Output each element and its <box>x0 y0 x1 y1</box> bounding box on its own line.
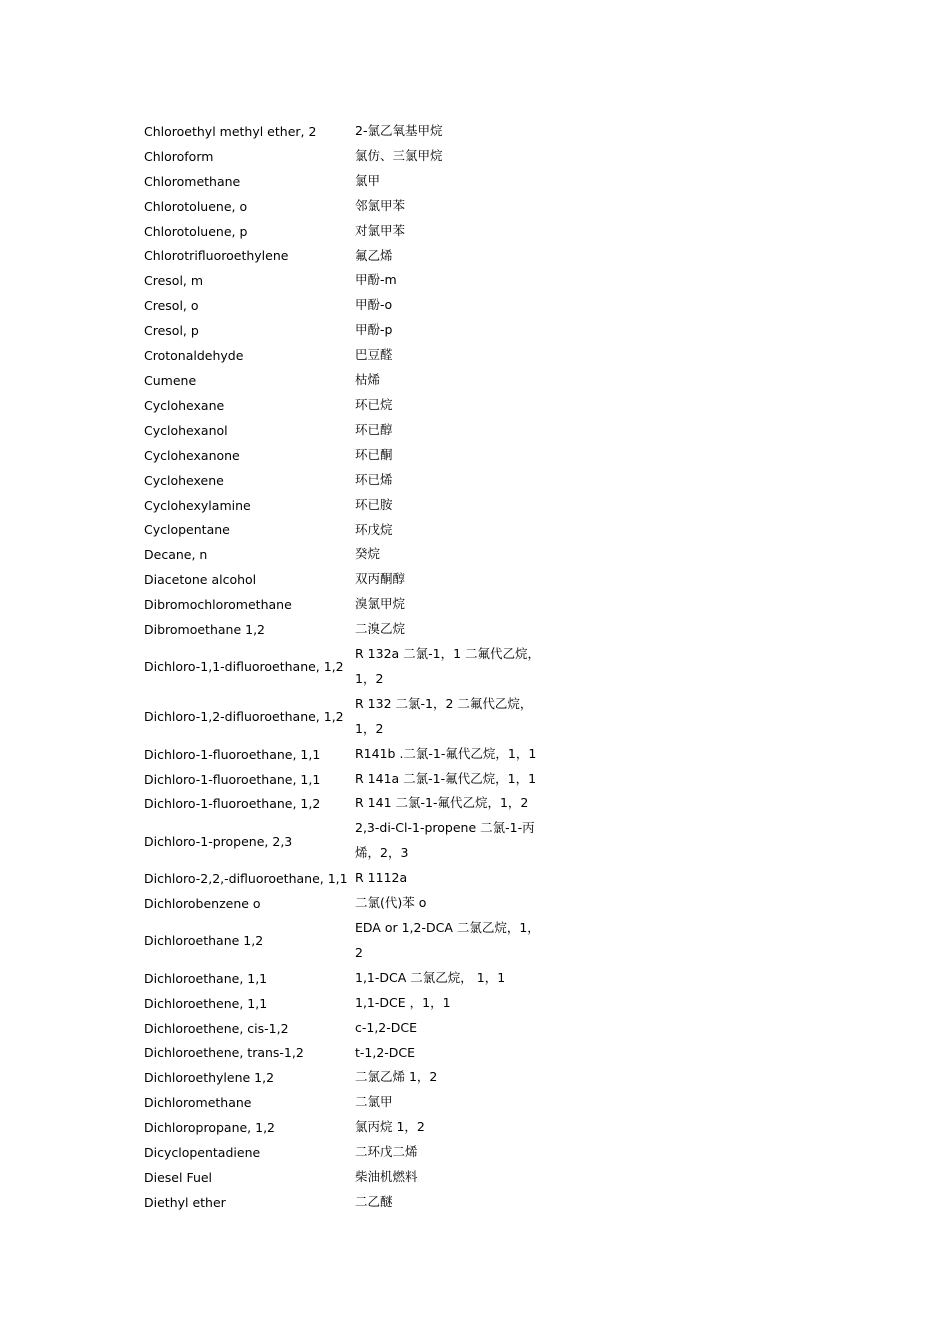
glossary-row <box>144 991 541 1016</box>
english-term: Dichloro-1-fluoroethane, 1,1 <box>144 771 321 787</box>
chinese-term: R 141a 二氯-1-氟代乙烷，1，1 <box>355 770 537 786</box>
glossary-row <box>144 468 541 493</box>
english-term: Dichloro-2,2,-difluoroethane, 1,1 <box>144 871 348 887</box>
chinese-term: 溴氯甲烷 <box>355 596 406 612</box>
glossary-row <box>144 318 541 343</box>
english-term: Dichloroethene, trans-1,2 <box>144 1045 304 1061</box>
english-term: Dichloro-1,2-difluoroethane, 1,2 <box>144 709 344 725</box>
english-term: Dichloroethylene 1,2 <box>144 1070 275 1086</box>
glossary-row <box>144 791 541 816</box>
glossary-row <box>144 966 541 991</box>
chinese-term: 氟乙烯 <box>355 247 393 263</box>
glossary-row <box>144 293 541 318</box>
english-term: Dichloropropane, 1,2 <box>144 1120 276 1136</box>
english-term: Crotonaldehyde <box>144 348 244 364</box>
chinese-term: 环已酮 <box>355 446 393 462</box>
glossary-row <box>144 742 541 767</box>
english-term: Cyclohexane <box>144 397 225 413</box>
glossary-row <box>144 144 541 169</box>
english-term: Dichloro-1-fluoroethane, 1,1 <box>144 746 321 762</box>
glossary-row <box>144 816 541 866</box>
glossary-row <box>144 642 541 692</box>
chinese-term: R141b .二氯-1-氟代乙烷，1，1 <box>355 745 537 761</box>
chinese-term: 枯烯 <box>355 372 381 388</box>
chinese-term: 氯丙烷 1，2 <box>355 1119 425 1135</box>
glossary-row <box>144 1016 541 1041</box>
glossary-row <box>144 1090 541 1115</box>
glossary-row <box>144 418 541 443</box>
chinese-term: 环已烯 <box>355 471 393 487</box>
english-term: Cyclopentane <box>144 522 230 538</box>
glossary-row <box>144 542 541 567</box>
glossary-row <box>144 866 541 891</box>
chinese-term: 二乙醚 <box>355 1193 393 1209</box>
chinese-term: EDA or 1,2-DCA 二氯乙烷，1，2 <box>355 920 540 960</box>
english-term: Chloroethyl methyl ether, 2 <box>144 123 317 139</box>
glossary-row <box>144 244 541 269</box>
chinese-term: 癸烷 <box>355 546 381 562</box>
english-term: Dichloro-1-propene, 2,3 <box>144 833 293 849</box>
glossary-row <box>144 1115 541 1140</box>
english-term: Dichloromethane <box>144 1095 252 1111</box>
english-term: Cyclohexene <box>144 472 224 488</box>
chemical-glossary-table <box>144 119 541 1215</box>
english-term: Chlorotoluene, p <box>144 223 248 239</box>
glossary-row <box>144 1140 541 1165</box>
glossary-row <box>144 393 541 418</box>
english-term: Dichloroethene, cis-1,2 <box>144 1020 289 1036</box>
chinese-term: 2-氯乙氧基甲烷 <box>355 123 443 138</box>
chinese-term: 二溴乙烷 <box>355 621 406 637</box>
glossary-row <box>144 1165 541 1190</box>
chinese-term: 环已烷 <box>355 396 393 412</box>
chinese-term: 二氯乙烯 1，2 <box>355 1069 438 1085</box>
english-term: Dicyclopentadiene <box>144 1145 261 1161</box>
glossary-row <box>144 268 541 293</box>
glossary-row <box>144 617 541 642</box>
chinese-term: 氯甲 <box>355 172 381 188</box>
glossary-row <box>144 767 541 792</box>
english-term: Cresol, o <box>144 298 199 314</box>
english-term: Dichloro-1,1-difluoroethane, 1,2 <box>144 659 344 675</box>
chinese-term: 甲酚-o <box>355 297 393 313</box>
glossary-row <box>144 119 541 144</box>
english-term: Dichloroethane, 1,1 <box>144 970 268 986</box>
glossary-row <box>144 692 541 742</box>
english-term: Chlorotrifluoroethylene <box>144 248 289 264</box>
chinese-term: 环已胺 <box>355 496 393 512</box>
chinese-term: R 132a 二氯-1，1 二氟代乙烷，1，2 <box>355 646 541 686</box>
english-term: Diacetone alcohol <box>144 572 257 588</box>
chinese-term: 2,3-di-Cl-1-propene 二氯-1-丙烯，2，3 <box>355 820 535 861</box>
chinese-term: R 141 二氯-1-氟代乙烷，1，2 <box>355 795 529 811</box>
english-term: Cyclohexanol <box>144 422 228 438</box>
glossary-row <box>144 443 541 468</box>
english-term: Dichloroethene, 1,1 <box>144 995 268 1011</box>
chinese-term: t-1,2-DCE <box>355 1044 416 1060</box>
chinese-term: 双丙酮醇 <box>355 571 406 587</box>
glossary-row <box>144 493 541 518</box>
glossary-body <box>144 119 541 1215</box>
chinese-term: 二氯甲 <box>355 1094 393 1110</box>
chinese-term: 氯仿、三氯甲烷 <box>355 147 443 163</box>
chinese-term: 甲酚-m <box>355 272 397 288</box>
english-term: Diesel Fuel <box>144 1170 213 1186</box>
english-term: Cyclohexanone <box>144 447 240 463</box>
chinese-term: 巴豆醛 <box>355 347 393 363</box>
glossary-row <box>144 891 541 916</box>
glossary-row <box>144 219 541 244</box>
chinese-term: 环戊烷 <box>355 521 393 537</box>
chinese-term: 二氯(代)苯 o <box>355 895 427 911</box>
english-term: Dibromoethane 1,2 <box>144 622 266 638</box>
english-term: Dibromochloromethane <box>144 597 292 613</box>
glossary-row <box>144 194 541 219</box>
english-term: Decane, n <box>144 547 208 563</box>
glossary-row <box>144 1190 541 1215</box>
english-term: Diethyl ether <box>144 1194 226 1210</box>
glossary-row <box>144 1041 541 1066</box>
chinese-term: 1,1-DCA 二氯乙烷， 1，1 <box>355 969 506 985</box>
chinese-term: R 132 二氯-1，2 二氟代乙烷，1，2 <box>355 695 533 736</box>
glossary-row <box>144 169 541 194</box>
chinese-term: 柴油机燃料 <box>355 1169 418 1185</box>
english-term: Cresol, m <box>144 273 204 289</box>
english-term: Chloroform <box>144 148 214 164</box>
glossary-row <box>144 368 541 393</box>
english-term: Cyclohexylamine <box>144 497 251 513</box>
glossary-row <box>144 1065 541 1090</box>
english-term: Chlorotoluene, o <box>144 198 248 214</box>
english-term: Dichlorobenzene o <box>144 896 261 912</box>
chinese-term: 环已醇 <box>355 421 393 437</box>
glossary-row <box>144 916 541 966</box>
chinese-term: 1,1-DCE ，1，1 <box>355 994 451 1010</box>
glossary-row <box>144 518 541 543</box>
glossary-row <box>144 343 541 368</box>
chinese-term: 邻氯甲苯 <box>355 197 406 213</box>
english-term: Chloromethane <box>144 173 241 189</box>
english-term: Cumene <box>144 373 197 389</box>
english-term: Dichloroethane 1,2 <box>144 933 264 949</box>
glossary-row <box>144 567 541 592</box>
chinese-term: 对氯甲苯 <box>355 222 406 238</box>
chinese-term: 二环戊二烯 <box>355 1144 418 1160</box>
glossary-row <box>144 592 541 617</box>
chinese-term: R 1112a <box>355 870 408 886</box>
english-term: Dichloro-1-fluoroethane, 1,2 <box>144 796 321 812</box>
chinese-term: c-1,2-DCE <box>355 1019 418 1035</box>
chinese-term: 甲酚-p <box>355 322 393 338</box>
english-term: Cresol, p <box>144 323 199 339</box>
